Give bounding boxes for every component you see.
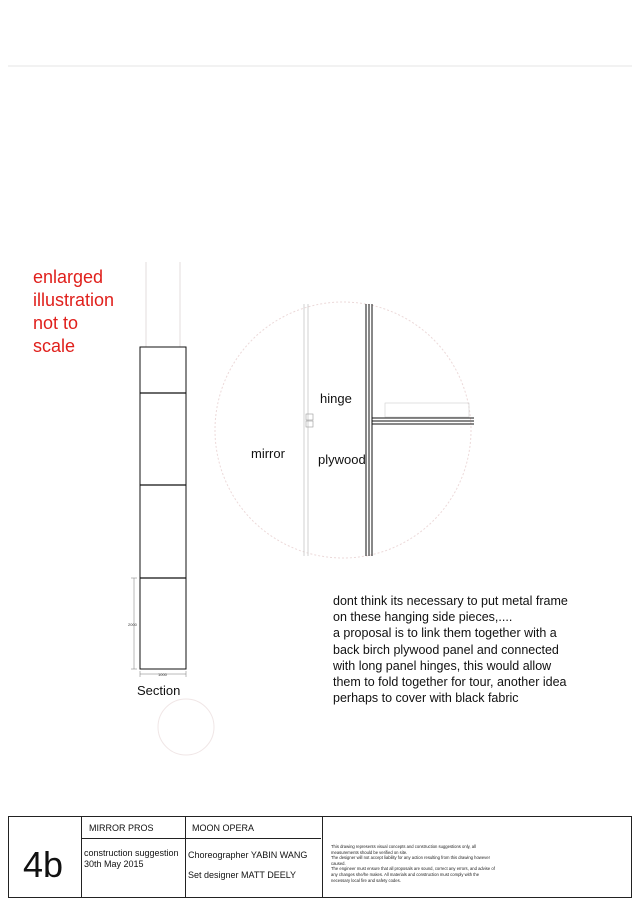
company-name: MIRROR PROS bbox=[89, 823, 154, 833]
section-panel bbox=[140, 347, 186, 669]
divider bbox=[322, 817, 323, 897]
disclaimer-line: The engineer must ensure that all proposals are sound, correct any errors, and advise of bbox=[331, 866, 495, 872]
choreographer: Choreographer YABIN WANG bbox=[188, 850, 308, 860]
plywood-vertical bbox=[366, 304, 372, 556]
note-line: dont think its necessary to put metal frame bbox=[333, 594, 568, 608]
drawing-date: 30th May 2015 bbox=[84, 859, 144, 869]
scale-note-line: not to bbox=[33, 313, 79, 333]
scale-note-line: scale bbox=[33, 336, 76, 356]
disclaimer-line: This drawing represents visual concepts and construction suggestions only, all bbox=[331, 844, 476, 849]
width-dimension: 1000 bbox=[158, 672, 167, 677]
divider bbox=[81, 838, 321, 839]
drawing-description: construction suggestion bbox=[84, 848, 179, 858]
hinge-label: hinge bbox=[320, 391, 352, 406]
faint-detail-circle bbox=[158, 699, 214, 755]
detail-circle bbox=[215, 302, 471, 558]
divider bbox=[81, 817, 82, 897]
mirror-label: mirror bbox=[251, 446, 285, 461]
note-line: perhaps to cover with black fabric bbox=[333, 691, 519, 706]
note-line: on these hanging side pieces,.... bbox=[333, 610, 513, 625]
note-line: with long panel hinges, this would allow bbox=[333, 658, 552, 673]
light-rect bbox=[385, 403, 469, 417]
divider bbox=[185, 817, 186, 897]
disclaimer-line: necessary local fire and safety codes. bbox=[331, 877, 401, 883]
scale-note-line: enlarged bbox=[33, 267, 104, 287]
set-designer: Set designer MATT DEELY bbox=[188, 870, 297, 880]
note-line: a proposal is to link them together with a bbox=[333, 626, 557, 641]
section-label: Section bbox=[137, 683, 181, 698]
disclaimer-line: caused. bbox=[331, 860, 346, 866]
sheet-number: 4b bbox=[23, 844, 64, 885]
plywood-horizontal bbox=[372, 418, 474, 424]
disclaimer-line: measurements should be verified on site. bbox=[331, 849, 408, 855]
disclaimer bbox=[331, 844, 631, 883]
production-name: MOON OPERA bbox=[192, 823, 255, 833]
note-line: back birch plywood panel and connected bbox=[333, 642, 559, 657]
construction-note bbox=[333, 593, 613, 706]
note-line: them to fold together for tour, another idea bbox=[333, 675, 567, 690]
plywood-label: plywood bbox=[318, 452, 366, 467]
dimension-lines bbox=[131, 578, 186, 677]
disclaimer-line: The designer will not accept liability for any action resulting from this drawing however bbox=[331, 855, 490, 861]
mirror-panel-lines bbox=[304, 304, 308, 556]
title-block bbox=[8, 816, 632, 898]
scale-note bbox=[33, 266, 143, 358]
scale-note-line: illustration bbox=[33, 290, 115, 310]
hinge-symbol bbox=[306, 414, 313, 427]
height-dimension: 2000 bbox=[128, 622, 137, 627]
disclaimer-line: any changes she/he makes. All materials and construction must comply with the bbox=[331, 871, 480, 877]
